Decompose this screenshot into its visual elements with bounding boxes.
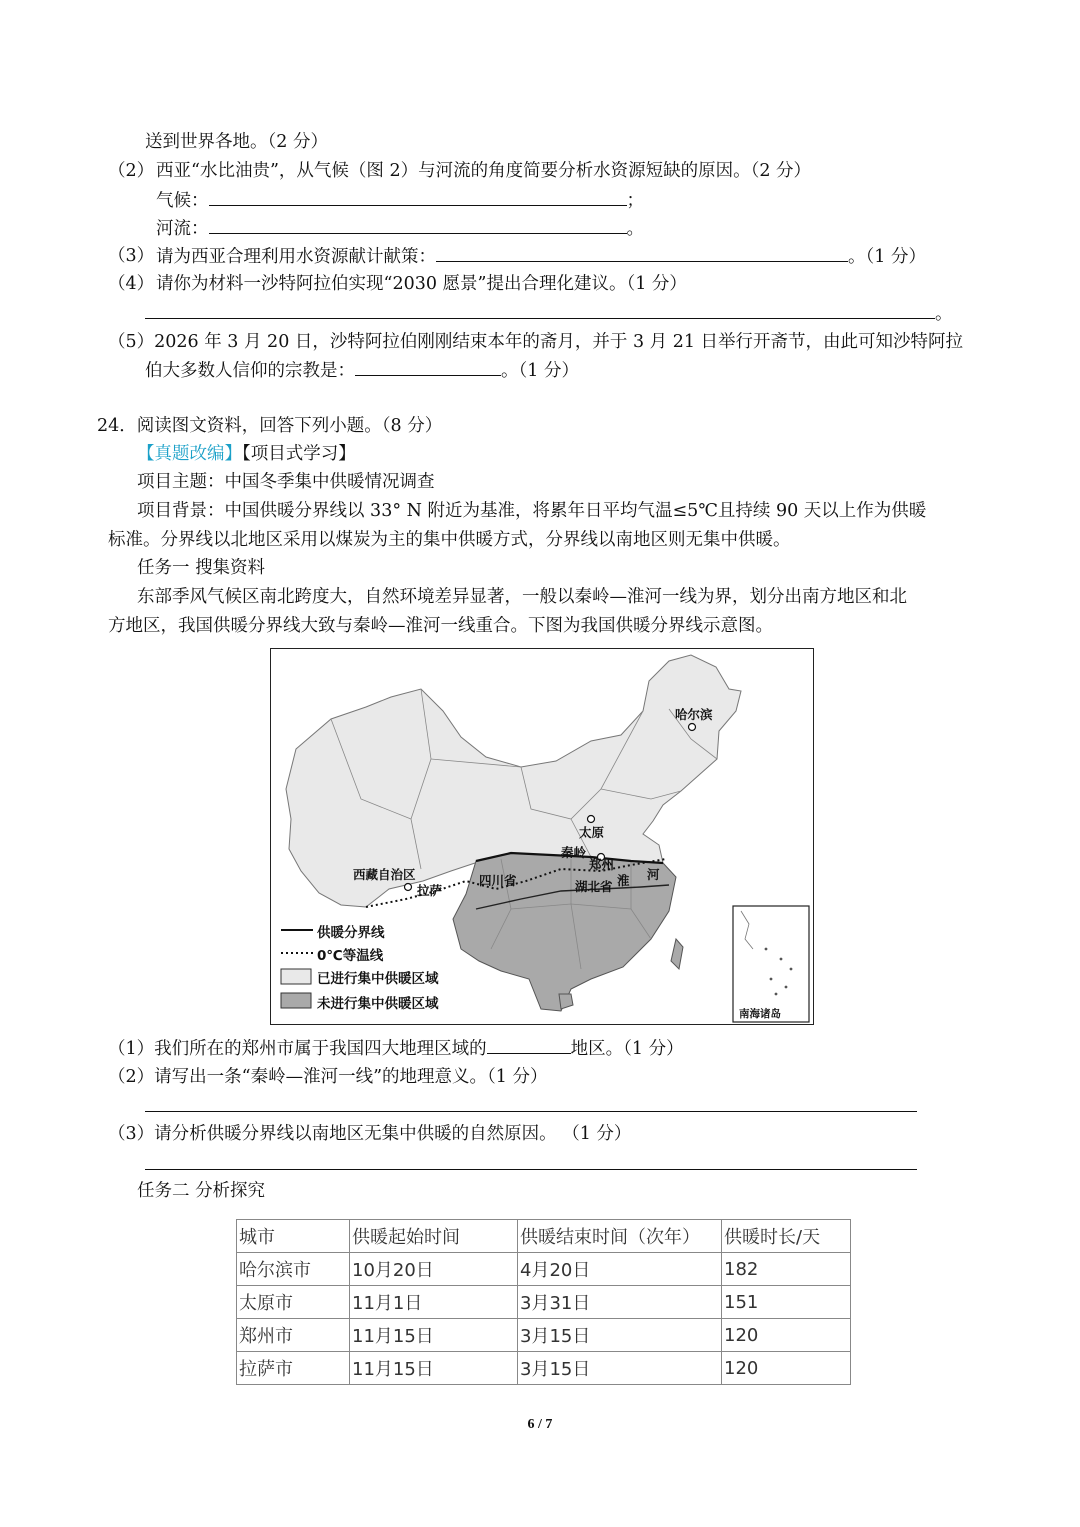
col-header-start: 供暖起始时间 [350, 1220, 518, 1253]
label-taiyuan: 太原 [579, 825, 605, 840]
cell-end: 3月15日 [518, 1352, 722, 1385]
cell-start: 11月1日 [350, 1286, 518, 1319]
cell-start: 11月15日 [350, 1319, 518, 1352]
col-header-end: 供暖结束时间（次年） [518, 1220, 722, 1253]
river-answer-blank[interactable] [209, 216, 627, 234]
q24-sub2-text: （2）请写出一条“秦岭—淮河一线”的地理意义。（1 分） [108, 1067, 548, 1087]
cell-end: 3月15日 [518, 1319, 722, 1352]
heating-table [236, 1219, 851, 1385]
table-header-row [237, 1220, 851, 1253]
climate-answer-row [156, 188, 644, 213]
river-end: 。 [626, 219, 644, 239]
q24-title: 24．阅读图文资料，回答下列小题。（8 分） [97, 416, 443, 436]
harbin-marker [689, 724, 696, 731]
religion-answer-blank[interactable] [355, 358, 501, 376]
hainan-island [559, 994, 573, 1009]
q23-part2-number: （2） [108, 161, 155, 181]
significance-answer-line[interactable] [145, 1111, 917, 1112]
south-sea-inset [733, 906, 809, 1022]
task-one-para-2: 方地区，我国供暖分界线大致与秦岭—淮河一线重合。下图为我国供暖分界线示意图。 [108, 616, 773, 636]
cell-city: 郑州市 [237, 1319, 350, 1352]
label-lhasa: 拉萨 [417, 883, 443, 898]
label-zhengzhou: 郑州 [589, 857, 615, 872]
q23-part4-number: （4） [108, 274, 155, 294]
tag-adapted: 【真题改编】 [137, 444, 242, 464]
legend-heated-swatch [281, 969, 311, 984]
q23-part3-text: 请为西亚合理利用水资源献计献策： [156, 247, 436, 267]
taiyuan-marker [588, 816, 595, 823]
q23-part5-row [145, 358, 579, 383]
q23-part3-end: 。（1 分） [848, 247, 926, 267]
cell-duration: 120 [722, 1352, 851, 1385]
project-background-1: 项目背景：中国供暖分界线以 33° N 附近为基准，将累年日平均气温≤5℃且持续 90 天以上作为供暖 [137, 501, 927, 521]
cell-city: 拉萨市 [237, 1352, 350, 1385]
q23-part4-text: 请你为材料一沙特阿拉伯实现“2030 愿景”提出合理化建议。（1 分） [156, 274, 687, 294]
cell-end: 4月20日 [518, 1253, 722, 1286]
region-answer-blank[interactable] [487, 1036, 571, 1054]
climate-label: 气候： [156, 191, 209, 211]
table-row [237, 1286, 851, 1319]
q23-part4-end: 。 [935, 304, 953, 324]
river-answer-row [156, 216, 644, 241]
cell-city: 太原市 [237, 1286, 350, 1319]
cell-duration: 182 [722, 1253, 851, 1286]
table-row [237, 1253, 851, 1286]
cell-city: 哈尔滨市 [237, 1253, 350, 1286]
project-theme: 项目主题：中国冬季集中供暖情况调查 [137, 472, 435, 492]
q23-part5-end: 。（1 分） [501, 361, 579, 381]
q24-sub3-text: （3）请分析供暖分界线以南地区无集中供暖的自然原因。 （1 分） [108, 1124, 632, 1144]
page-number: 6 / 7 [527, 1417, 553, 1432]
vision2030-answer-line[interactable] [145, 318, 935, 319]
label-qinling: 秦岭 [561, 845, 587, 860]
climate-answer-blank[interactable] [209, 188, 627, 206]
taiwan-island [671, 939, 683, 969]
project-background-2: 标准。分界线以北地区采用以煤炭为主的集中供暖方式，分界线以南地区则无集中供暖。 [108, 530, 791, 550]
table-row [237, 1352, 851, 1385]
label-south-sea-islands: 南海诸岛 [739, 1008, 781, 1020]
task-two-heading: 任务二 分析探究 [137, 1181, 266, 1201]
cell-end: 3月31日 [518, 1286, 722, 1319]
label-he: 河 [647, 867, 660, 882]
legend-boundary-label: 供暖分界线 [317, 925, 385, 941]
cell-duration: 120 [722, 1319, 851, 1352]
q24-tags [137, 442, 356, 466]
legend-heated-label: 已进行集中供暖区域 [317, 971, 439, 987]
legend-isotherm-label: 0℃等温线 [317, 948, 384, 964]
label-huai: 淮 [617, 873, 630, 888]
task-one-heading: 任务一 搜集资料 [137, 558, 266, 578]
legend-unheated-swatch [281, 993, 311, 1008]
label-tibet: 西藏自治区 [353, 867, 416, 882]
q23-line-continuation: 送到世界各地。（2 分） [145, 132, 328, 152]
natural-reason-answer-line[interactable] [145, 1169, 917, 1170]
q23-part5-text2: 伯大多数人信仰的宗教是： [145, 361, 355, 381]
label-hubei: 湖北省 [575, 879, 613, 894]
cell-duration: 151 [722, 1286, 851, 1319]
heating-boundary-map [270, 648, 814, 1025]
q23-part3-row [156, 244, 926, 269]
task-one-para-1: 东部季风气候区南北跨度大，自然环境差异显著，一般以秦岭—淮河一线为界，划分出南方地区和北 [137, 587, 907, 607]
water-advice-blank[interactable] [436, 244, 848, 262]
tag-project-learning: 【项目式学习】 [242, 444, 356, 464]
q23-part5-text: （5）2026 年 3 月 20 日，沙特阿拉伯刚刚结束本年的斋月，并于 3 月 21 日举行开斋节，由此可知沙特阿拉 [108, 332, 964, 352]
cell-start: 10月20日 [350, 1253, 518, 1286]
q24-sub1-end: 地区。（1 分） [570, 1039, 684, 1059]
lhasa-marker [405, 884, 412, 891]
q23-part3-number: （3） [108, 246, 155, 266]
table-row [237, 1319, 851, 1352]
label-sichuan: 四川省 [479, 873, 517, 888]
river-label: 河流： [156, 219, 209, 239]
q24-sub1-row [108, 1036, 684, 1061]
label-harbin: 哈尔滨 [675, 707, 713, 722]
col-header-city: 城市 [237, 1220, 350, 1253]
col-header-duration: 供暖时长/天 [722, 1220, 851, 1253]
legend-unheated-label: 未进行集中供暖区域 [317, 996, 439, 1012]
climate-end: ； [626, 191, 644, 211]
q23-part2-text: 西亚“水比油贵”，从气候（图 2）与河流的角度简要分析水资源短缺的原因。（2 分） [156, 161, 812, 181]
cell-start: 11月15日 [350, 1352, 518, 1385]
q24-sub1-text: （1）我们所在的郑州市属于我国四大地理区域的 [108, 1039, 487, 1059]
